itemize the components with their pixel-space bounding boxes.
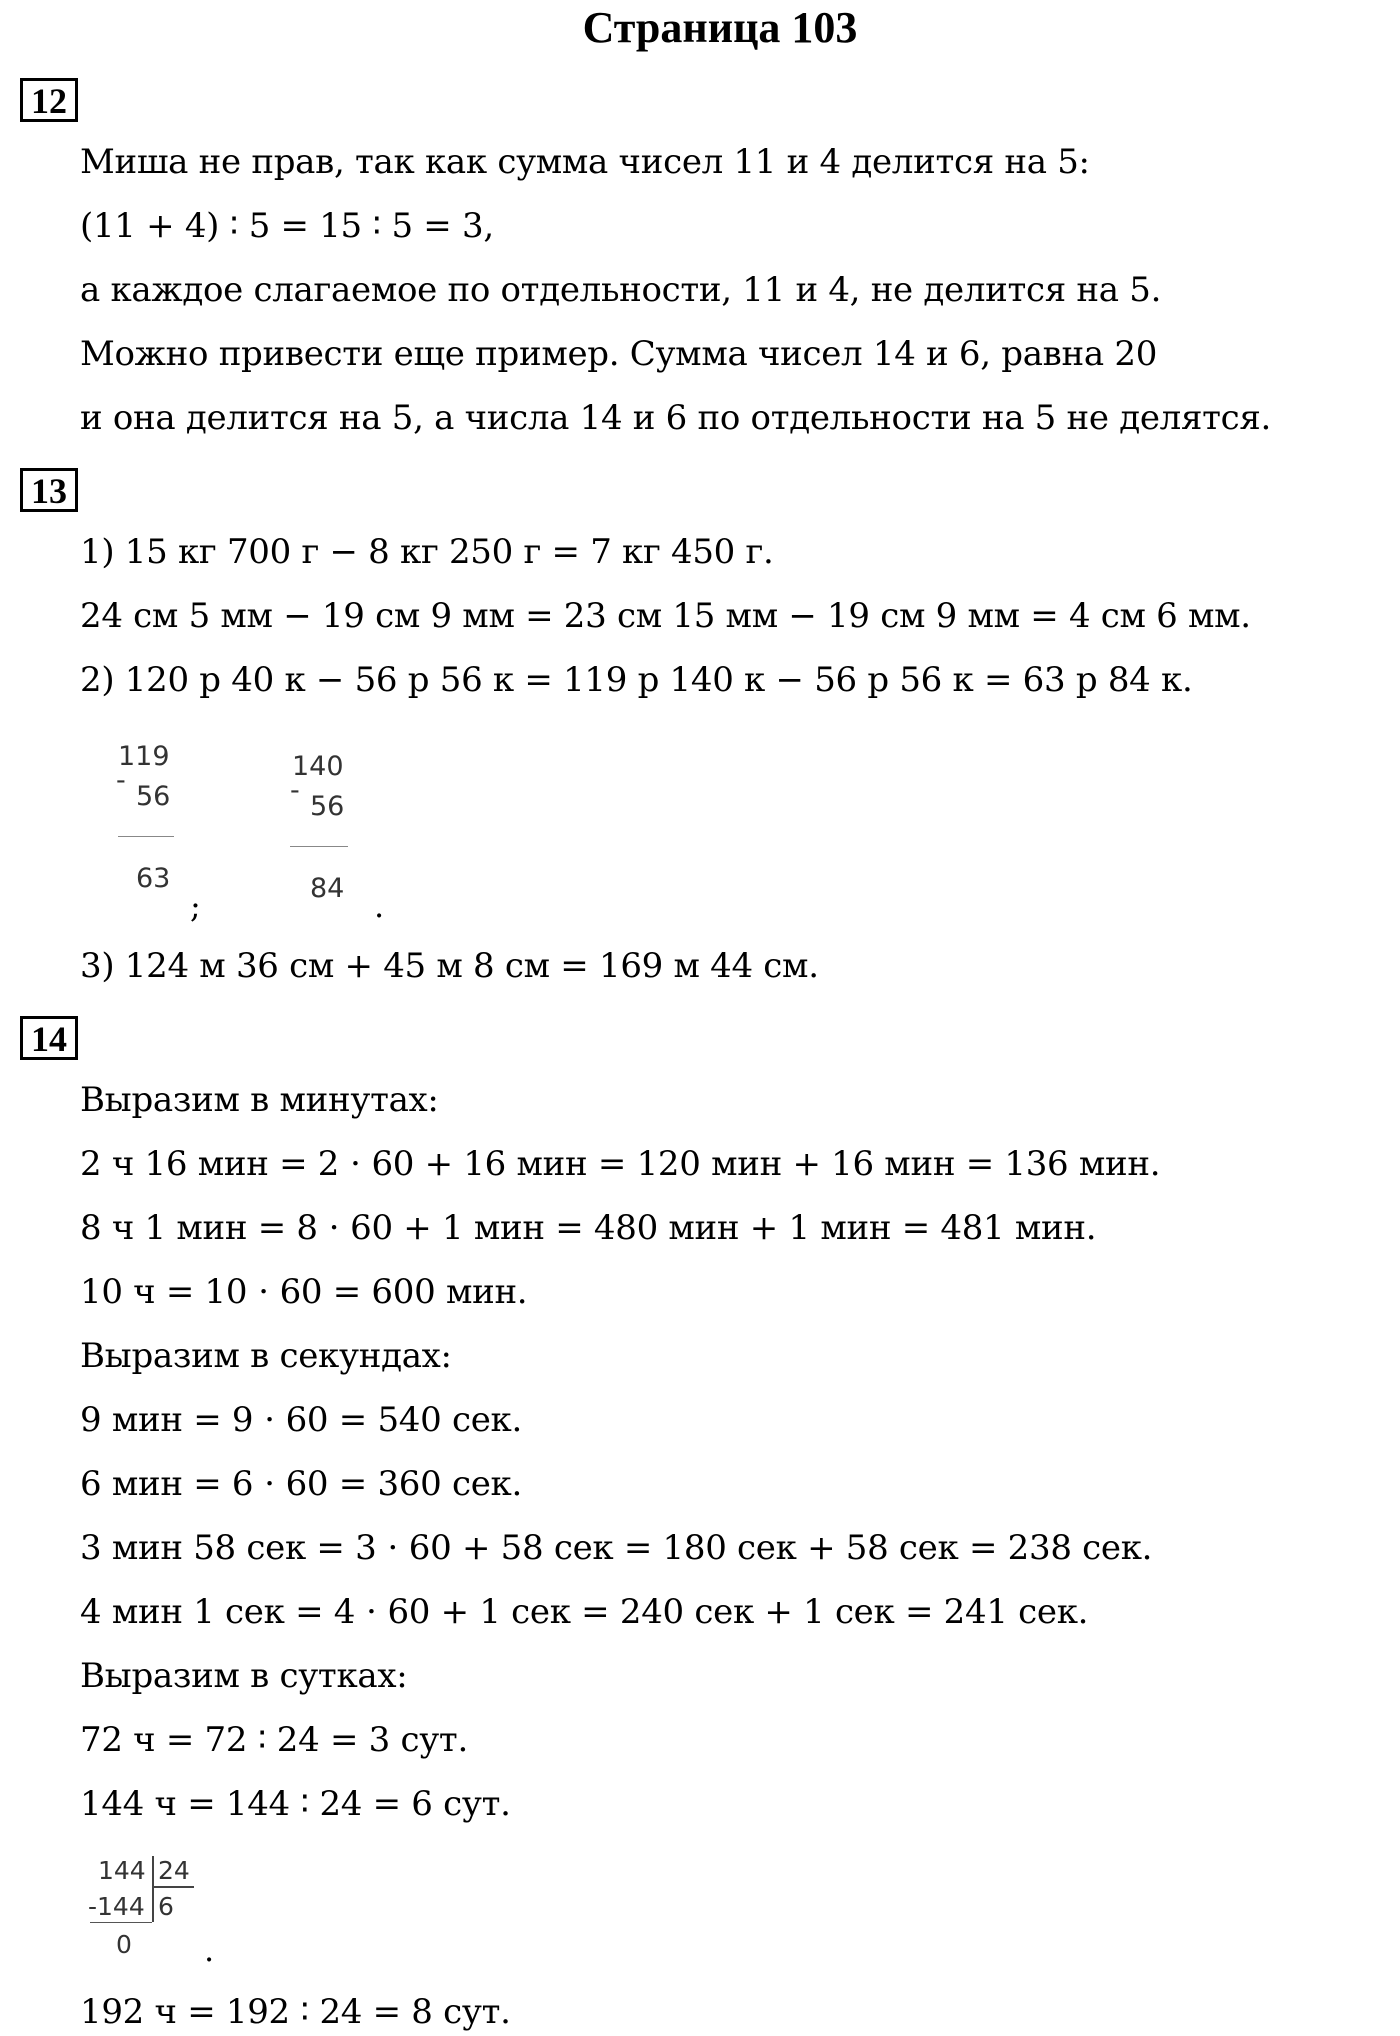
page-title: Страница 103 xyxy=(582,3,858,52)
division-subtract: -144 xyxy=(88,1892,145,1921)
task14-line-3: 8 ч 1 мин = 8 ⋅ 60 + 1 мин = 480 мин + 1 мин = 481 мин. xyxy=(80,1208,1097,1248)
division-rule xyxy=(90,1922,152,1923)
calc2-subtrahend: 56 xyxy=(310,791,345,822)
task13-line-4: 3) 124 м 36 см + 45 м 8 см = 169 м 44 см. xyxy=(80,946,819,986)
task12-line-1: Миша не прав, так как сумма чисел 11 и 4 делится на 5: xyxy=(80,142,1090,182)
task13-line-1: 1) 15 кг 700 г − 8 кг 250 г = 7 кг 450 г. xyxy=(80,532,774,572)
task14-line-6: 9 мин = 9 ⋅ 60 = 540 сек. xyxy=(80,1400,522,1440)
task12-line-2: (11 + 4) ∶ 5 = 15 ∶ 5 = 3, xyxy=(80,206,494,246)
task14-line-5: Выразим в секундах: xyxy=(80,1336,452,1376)
division-remainder: 0 xyxy=(116,1930,132,1959)
calc2-rule xyxy=(290,846,348,847)
calc1-semicolon: ; xyxy=(190,887,201,925)
calc1-result: 63 xyxy=(136,863,171,894)
task14-line-1: Выразим в минутах: xyxy=(80,1080,439,1120)
calc1-rule xyxy=(118,836,174,837)
task14-line-4: 10 ч = 10 ⋅ 60 = 600 мин. xyxy=(80,1272,528,1312)
division-divisor: 24 xyxy=(158,1856,190,1885)
task12-line-5: и она делится на 5, а числа 14 и 6 по отдельности на 5 не делятся. xyxy=(80,398,1272,438)
calc2-minus-sign: - xyxy=(290,775,300,806)
task14-line-8: 3 мин 58 сек = 3 ⋅ 60 + 58 сек = 180 сек + 58 сек = 238 сек. xyxy=(80,1528,1153,1568)
division-vertical-bar xyxy=(152,1856,154,1922)
task12-line-3: а каждое слагаемое по отдельности, 11 и 4, не делится на 5. xyxy=(80,270,1162,310)
calc1-top: 119 xyxy=(118,741,170,772)
division-period: . xyxy=(204,1931,215,1969)
task13-line-3: 2) 120 р 40 к − 56 р 56 к = 119 р 140 к − 56 р 56 к = 63 р 84 к. xyxy=(80,660,1193,700)
task14-line-10: Выразим в сутках: xyxy=(80,1656,408,1696)
task14-line-9: 4 мин 1 сек = 4 ⋅ 60 + 1 сек = 240 сек + 1 сек = 241 сек. xyxy=(80,1592,1089,1632)
task12-line-4: Можно привести еще пример. Сумма чисел 14 и 6, равна 20 xyxy=(80,334,1158,374)
calc1-subtrahend: 56 xyxy=(136,781,171,812)
task-number-14: 14 xyxy=(20,1016,78,1060)
calc2-top: 140 xyxy=(292,751,344,782)
task13-line-2: 24 см 5 мм − 19 см 9 мм = 23 см 15 мм − 19 см 9 мм = 4 см 6 мм. xyxy=(80,596,1251,636)
division-dividend: 144 xyxy=(98,1856,146,1885)
task-number-12: 12 xyxy=(20,78,78,122)
calc2-period: . xyxy=(374,887,385,925)
task14-line-7: 6 мин = 6 ⋅ 60 = 360 сек. xyxy=(80,1464,522,1504)
task14-line-12: 144 ч = 144 ∶ 24 = 6 сут. xyxy=(80,1784,511,1824)
calc1-minus-sign: - xyxy=(116,765,126,796)
calc2-result: 84 xyxy=(310,873,345,904)
task14-line-11: 72 ч = 72 ∶ 24 = 3 сут. xyxy=(80,1720,468,1760)
division-divisor-rule xyxy=(154,1886,194,1888)
task14-line-13: 192 ч = 192 ∶ 24 = 8 сут. xyxy=(80,1992,511,2032)
task-number-13: 13 xyxy=(20,468,78,512)
division-quotient: 6 xyxy=(158,1892,174,1921)
task14-line-2: 2 ч 16 мин = 2 ⋅ 60 + 16 мин = 120 мин + 16 мин = 136 мин. xyxy=(80,1144,1161,1184)
